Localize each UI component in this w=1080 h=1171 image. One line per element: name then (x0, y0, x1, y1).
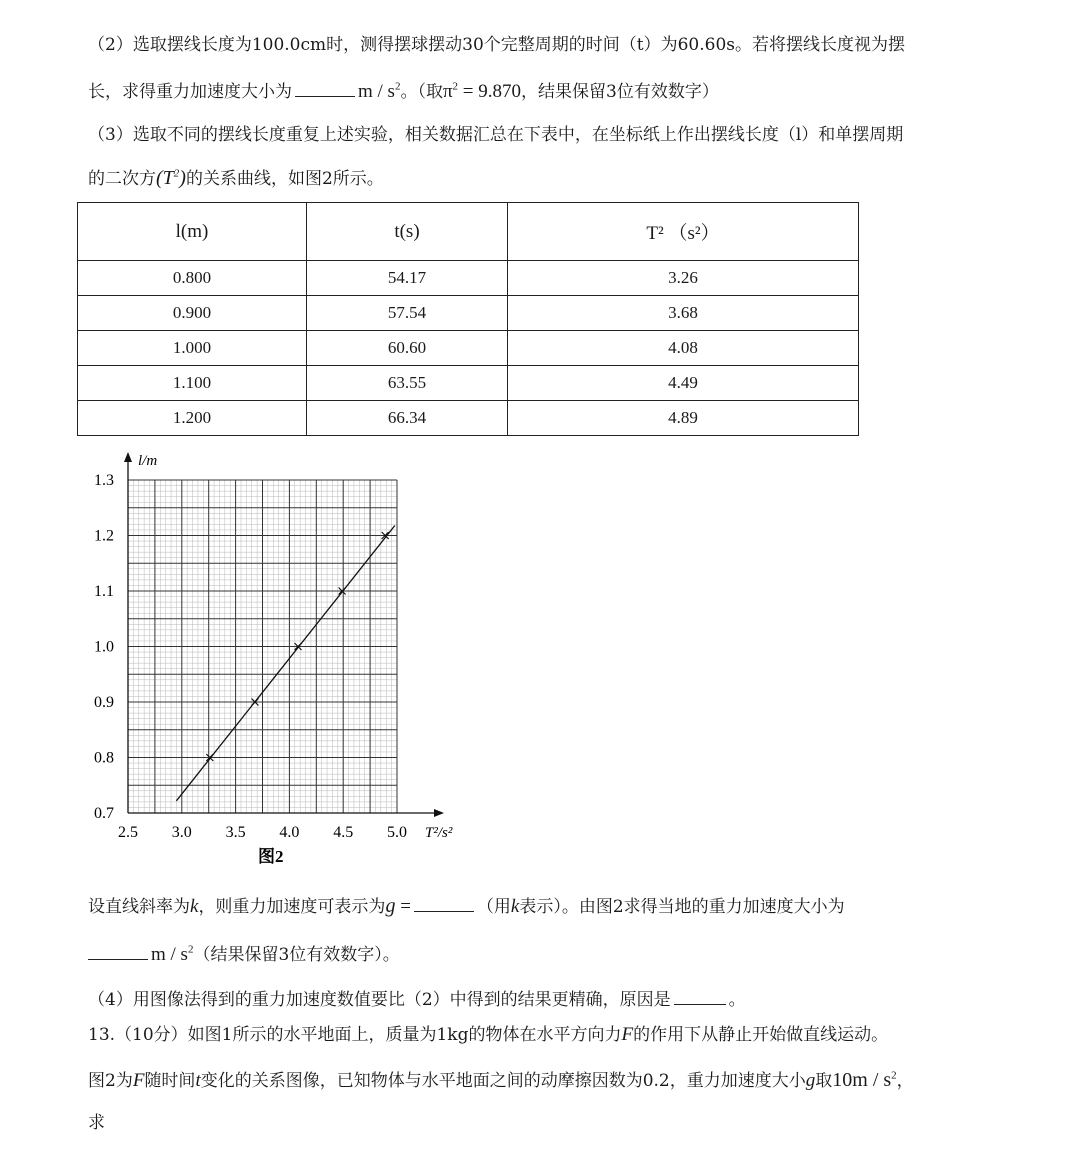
table-cell: 1.000 (78, 331, 307, 366)
q2-line-2-after: ，结果保留3位有效数字） (521, 82, 719, 102)
y-tick-label: 0.7 (94, 805, 114, 822)
answer-blank[interactable] (414, 910, 474, 912)
text-segment: （结果保留3位有效数字）。 (193, 945, 400, 965)
q2-line-2 (88, 77, 719, 103)
t-symbol: t (195, 1070, 201, 1091)
table-row (78, 261, 859, 296)
y-tick-label: 1.0 (94, 638, 114, 656)
q2-line-2-text: 长，求得重力加速度大小为 (88, 82, 292, 102)
figure-2-chart (80, 440, 480, 872)
y-axis-label: l/m (138, 453, 158, 469)
answer-blank[interactable] (674, 1003, 726, 1005)
header-period-squared: T² （s²） (508, 203, 859, 261)
table-cell: 4.08 (508, 331, 859, 366)
x-tick-label: 2.5 (118, 824, 138, 841)
text-segment: 13.（10分）如图1所示的水平地面上，质量为1kg的物体在水平方向力 (88, 1025, 622, 1045)
data-table (77, 202, 859, 436)
text-segment: （用 (476, 897, 511, 917)
text-segment: ，则重力加速度可表示为 (198, 897, 386, 917)
q2-line-1: （2）选取摆线长度为100.0cm时，测得摆球摆动30个完整周期的时间（t）为60.60s。若将摆线长度视为摆 (88, 35, 905, 55)
g-symbol: g (805, 1070, 816, 1091)
x-tick-label: 4.0 (279, 824, 300, 841)
text-segment: 的作用下从静止开始做直线运动。 (633, 1025, 889, 1045)
table-cell: 0.900 (78, 296, 307, 331)
table-row (78, 296, 859, 331)
header-time: t(s) (307, 203, 508, 261)
k-symbol: k (510, 896, 520, 917)
table-cell: 60.60 (307, 331, 508, 366)
table-cell: 3.26 (508, 261, 859, 296)
table-cell: 0.800 (78, 261, 307, 296)
t-squared: $(T^2)$ (156, 167, 186, 189)
text-segment: （4）用图像法得到的重力加速度数值要比（2）中得到的结果更精确，原因是 (88, 990, 671, 1010)
q4-line (88, 985, 746, 1010)
table-cell: 1.200 (78, 401, 307, 436)
text-segment: 设直线斜率为 (88, 897, 190, 917)
text-segment: 。 (728, 990, 746, 1010)
table-row (78, 331, 859, 366)
pi-squared: $\pi^2 = 9.870$ (442, 80, 522, 102)
text-segment: 变化的关系图像，已知物体与水平地面之间的动摩擦因数为0.2，重力加速度大小 (200, 1071, 806, 1091)
f-symbol: F (132, 1070, 145, 1091)
table-cell: 63.55 (307, 366, 508, 401)
answer-blank[interactable] (295, 95, 355, 97)
header-length: l(m) (78, 203, 307, 261)
x-tick-label: 5.0 (387, 824, 407, 841)
table-cell: 57.54 (307, 296, 508, 331)
x-axis-label: T²/s² (425, 825, 453, 841)
table-cell: 1.100 (78, 366, 307, 401)
q13-line-1 (88, 1020, 888, 1046)
figure-caption: 图2 (258, 847, 284, 866)
q3-line-2 (88, 164, 384, 190)
q3-line-2-after: 的关系曲线，如图2所示。 (185, 169, 384, 189)
q3-line-1: （3）选取不同的摆线长度重复上述实验，相关数据汇总在下表中，在坐标纸上作出摆线长度（l）和单摆周期 (88, 125, 904, 145)
y-axis-arrow (124, 452, 132, 462)
table-row (78, 366, 859, 401)
text-segment: 图2为 (88, 1071, 133, 1091)
k-symbol: k (190, 896, 199, 917)
x-tick-label: 3.5 (225, 824, 246, 841)
y-tick-label: 1.1 (94, 583, 114, 600)
x-tick-label: 4.5 (333, 824, 354, 841)
table-cell: 66.34 (307, 401, 508, 436)
f-symbol: F (621, 1024, 634, 1045)
table-cell: 3.68 (508, 296, 859, 331)
unit-text: m / $s^2$ (358, 80, 401, 102)
q3-after-line-2 (88, 940, 400, 966)
q3-after-line-1 (88, 892, 845, 918)
text-segment: 表示）。由图2求得当地的重力加速度大小为 (519, 897, 845, 917)
unit-text: m / $s^2$ (151, 943, 194, 965)
table-row (78, 401, 859, 436)
y-tick-label: 0.9 (94, 694, 114, 711)
text-segment: 随时间 (144, 1071, 196, 1091)
table-cell: 4.49 (508, 366, 859, 401)
text-segment: 取 (815, 1071, 833, 1091)
x-axis-arrow (434, 809, 444, 817)
text-segment: ， (896, 1071, 914, 1091)
answer-blank[interactable] (88, 958, 148, 960)
table-cell: 54.17 (307, 261, 508, 296)
table-cell: 4.89 (508, 401, 859, 436)
q2-line-2-mid: 。（取 (400, 82, 443, 102)
y-tick-label: 0.8 (94, 749, 114, 767)
y-tick-label: 1.3 (94, 472, 114, 489)
gravity-value: $10m / s^2$ (832, 1069, 897, 1091)
q13-line-3: 求 (88, 1113, 105, 1133)
table-header-row (78, 203, 859, 261)
q13-line-2 (88, 1066, 914, 1092)
equals-sign: = (395, 896, 411, 917)
x-tick-label: 3.0 (171, 824, 192, 841)
q3-line-2-text: 的二次方 (88, 169, 156, 189)
y-tick-label: 1.2 (94, 527, 114, 545)
g-symbol: g (385, 895, 396, 917)
